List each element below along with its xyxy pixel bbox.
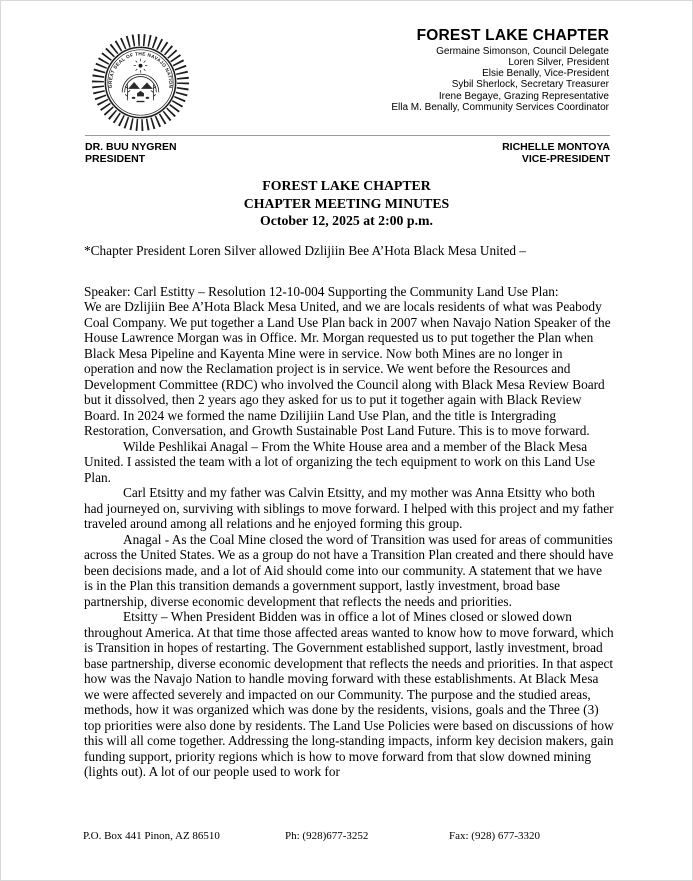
- letterhead-chapter-name: FOREST LAKE CHAPTER: [416, 27, 609, 44]
- document-title: [1, 177, 692, 230]
- header-divider: [85, 135, 610, 136]
- document-title-date: October 12, 2025 at 2:00 p.m.: [260, 213, 433, 228]
- official-community-services-coordinator: Ella M. Benally, Community Services Coordinator: [391, 101, 609, 113]
- paragraph-carl-etsitty-family: Carl Etsitty and my father was Calvin Etsitty, and my mother was Anna Etsitty who both had journeyed on, surviving with siblings to move forward. I helped with this project and my father traveled around among all relations and he enjoyed forming this group.: [84, 485, 614, 531]
- official-vice-president: Elsie Benally, Vice-President: [482, 68, 609, 80]
- official-grazing-representative: Irene Begaye, Grazing Representative: [438, 90, 609, 102]
- navajo-nation-seal-icon: [91, 32, 190, 133]
- nation-vice-president-block: [502, 142, 610, 165]
- paragraph-estitty-statement: We are Dzlijiin Bee A’Hota Black Mesa United, and we are locals residents of what was Peabody Coal Company. We put together a Land Use Plan back in 2007 when Navajo Nation Speaker of the House Lawrence Morgan was in Office. Mr. Morgan requested us to put together the Plan when Black Mesa Pipeline and Kayenta Mine were in service. Now both Mines are no longer in operation and now the Reclamation project is in service. We went before the Resources and Development Committee (RDC) who involved the Council along with Black Mesa Review Board but it dissolved, then 2 years ago they asked for us to put it together again with Black Review Board. In 2024 we formed the name Dzilijiin Land Use Plan, and the title is Intergrading Restoration, Conversation, and Growth Sustainable Post Land Future. This is to move forward.: [84, 299, 611, 438]
- nation-president-name: DR. BUU NYGREN: [85, 141, 177, 153]
- executive-names-row: [85, 142, 610, 165]
- intro-line: *Chapter President Loren Silver allowed Dzlijiin Bee A’Hota Black Mesa United –: [84, 243, 527, 258]
- minutes-body: [84, 243, 614, 780]
- footer-fax: Fax: (928) 677-3320: [449, 830, 541, 842]
- document-title-chapter: FOREST LAKE CHAPTER: [262, 178, 431, 193]
- nation-president-block: [85, 142, 177, 165]
- officials-list: [391, 46, 609, 113]
- paragraph-anagal-intro: Wilde Peshlikai Anagal – From the White House area and a member of the Black Mesa United. I assisted the team with a lot of organizing the tech equipment to work on this Land Use Plan.: [84, 438, 596, 485]
- paragraph-etsitty-transition: Etsitty – When President Bidden was in office a lot of Mines closed or slowed down throughout America. At that time those affected areas wanted to know how to move forward, which is Transition in hopes of restarting. The Government established support, lastly investment, broad base partnership, diverse economic development that reflects the needs and priorities. In that aspect how was the Navajo Nation to handle moving forward with these establishments. At Black Mesa we were affected severely and impacted on our Community. The purpose and the studied areas, methods, how it was organized which was done by the residents, visions, goals and the Three (3) top priorities were also done by residents. The Land Use Policies were based on discussions of how this will all come together. Addressing the long-standing impacts, inform key decision makers, gain funding support, priority regions which is how to move forward from that slow downed mining (lights out). A lot of our people used to work for: [84, 609, 614, 779]
- paragraph-anagal-transition: Anagal - As the Coal Mine closed the word of Transition was used for areas of communities across the United States. We as a group do not have a Transition Plan created and there should have been decisions made, and a lot of Aid should come into our community. A statement that we have is in the Plan this transition demands a government support, lastly investment, broad base partnership, diverse economic development that reflects the needs and priorities.: [84, 531, 614, 609]
- official-secretary-treasurer: Sybil Sherlock, Secretary Treasurer: [451, 79, 609, 91]
- nation-president-title: PRESIDENT: [85, 152, 146, 165]
- official-council-delegate: Germaine Simonson, Council Delegate: [436, 45, 609, 57]
- svg-text:GREAT SEAL OF THE NAVAJO NATIO: GREAT SEAL OF THE NAVAJO NATION: [108, 52, 173, 89]
- footer-address: P.O. Box 441 Pinon, AZ 86510: [83, 830, 220, 842]
- official-president: Loren Silver, President: [508, 57, 609, 68]
- document-title-type: CHAPTER MEETING MINUTES: [243, 195, 450, 211]
- nation-vice-president-name: RICHELLE MONTOYA: [502, 141, 610, 153]
- nation-vice-president-title: VICE-PRESIDENT: [521, 152, 610, 165]
- page-footer: [1, 830, 692, 846]
- letterhead: [391, 27, 609, 113]
- footer-phone: Ph: (928)677-3252: [285, 830, 369, 842]
- paragraph-speaker-heading: Speaker: Carl Estitty – Resolution 12-10-004 Supporting the Community Land Use Plan:: [84, 283, 559, 299]
